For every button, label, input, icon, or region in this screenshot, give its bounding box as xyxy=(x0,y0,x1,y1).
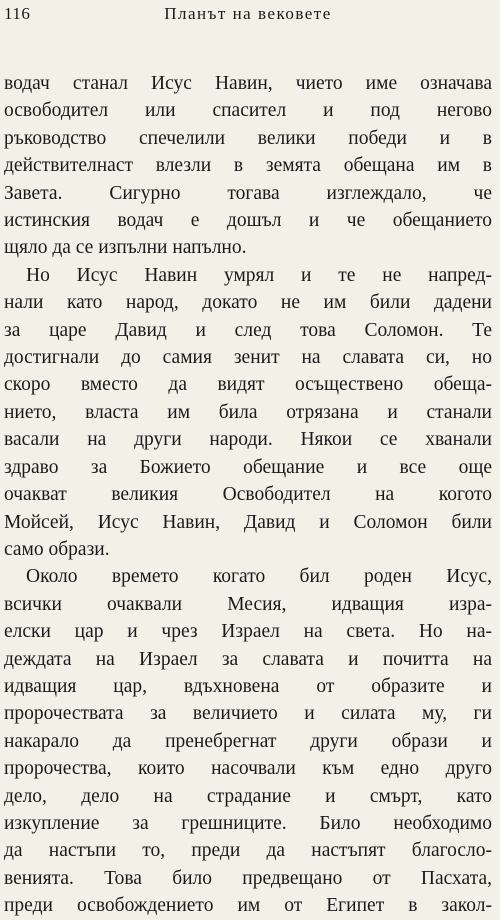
text-line: деждата на Израел за славата и почитта на xyxy=(4,648,492,670)
text-line: дело, дело на страдание и смърт, като xyxy=(4,785,492,807)
text-line: васали на други народи. Някои се хванали xyxy=(4,429,492,451)
text-line: достигнали до самия зенит на славата си, но xyxy=(4,347,492,369)
text-line: Завета. Сигурно тогава изглеждало, че xyxy=(4,182,492,204)
text-line: нието, власта им била отрязана и станали xyxy=(4,401,492,423)
text-line: истинския водач е дошъл и че обещанието xyxy=(4,210,492,232)
running-title: Планът на вековете xyxy=(164,4,332,23)
text-line: Но Исус Навин умрял и те не напред- xyxy=(26,264,492,286)
text-line: венията. Това било предвещано от Пасхата, xyxy=(4,867,492,889)
page-number: 116 xyxy=(4,4,31,23)
text-line: водач станал Исус Навин, чието име означава xyxy=(4,73,492,94)
text-line: действителнаст влезли в земята обещана им в xyxy=(4,155,492,177)
text-line: пророчествата за величието и силата му, ги xyxy=(4,703,492,725)
text-line: преди освобождението им от Египет в закол- xyxy=(4,895,492,917)
body-text xyxy=(4,70,492,920)
text-line: Около времето когато бил роден Исус, xyxy=(26,566,492,588)
text-line: ръководство спечелили велики победи и в xyxy=(4,127,492,149)
text-line: само образи. xyxy=(4,538,110,560)
text-line: изкупление за грешниците. Било необходимо xyxy=(4,812,492,834)
page-header xyxy=(4,4,492,26)
text-line: скоро вместо да видят осъществено обеща- xyxy=(4,374,492,396)
text-line: освободител или спасител и под негово xyxy=(4,100,492,122)
text-line: нали като народ, докато не им били дадени xyxy=(4,292,492,314)
text-line: идващия цар, вдъхновена от образите и xyxy=(4,675,492,697)
text-line: всички очаквали Месия, идващия изра- xyxy=(4,593,492,615)
text-line: да настъпи то, преди да настъпят благосло- xyxy=(4,840,492,862)
text-line: накарало да пренебрегнат други образи и xyxy=(4,730,492,752)
text-line: елски цар и чрез Израел на света. Но на- xyxy=(4,621,492,643)
text-line: здраво за Божието обещание и все още xyxy=(4,456,492,478)
text-line: щяло да се изпълни напълно. xyxy=(4,237,247,259)
text-line: за царе Давид и след това Соломон. Те xyxy=(4,319,492,341)
text-line: Мойсей, Исус Навин, Давид и Соломон били xyxy=(4,511,492,533)
text-line: очакват великия Освободител на когото xyxy=(4,484,492,506)
text-line: пророчества, които насочвали към едно друго xyxy=(4,758,492,780)
